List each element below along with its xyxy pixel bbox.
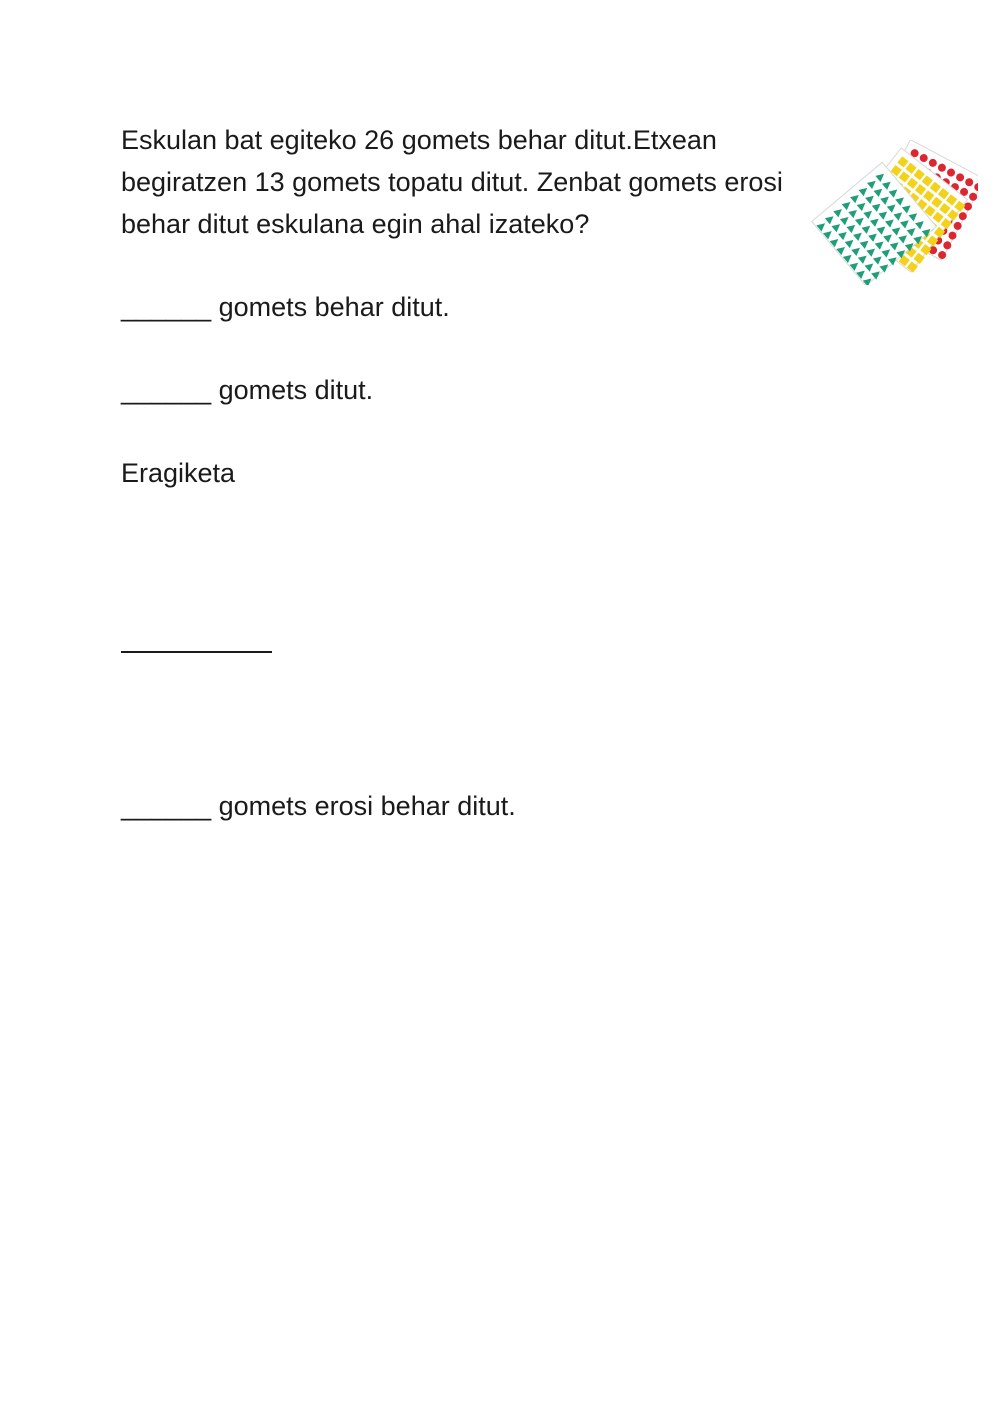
- operation-answer-line: [121, 651, 272, 653]
- problem-statement: Eskulan bat egiteko 26 gomets behar ditut.Etxean begiratzen 13 gomets topatu ditut. Zenbat gomets erosi behar ditut eskulana egin ahal izateko?: [121, 125, 783, 239]
- operation-label: Eragiketa: [121, 458, 236, 488]
- sticker-sheets-icon: [808, 140, 978, 285]
- answer-line-buy: ______ gomets erosi behar ditut.: [121, 791, 516, 821]
- answer-line-needed: ______ gomets behar ditut.: [121, 292, 450, 322]
- answer-line-have: ______ gomets ditut.: [121, 375, 374, 405]
